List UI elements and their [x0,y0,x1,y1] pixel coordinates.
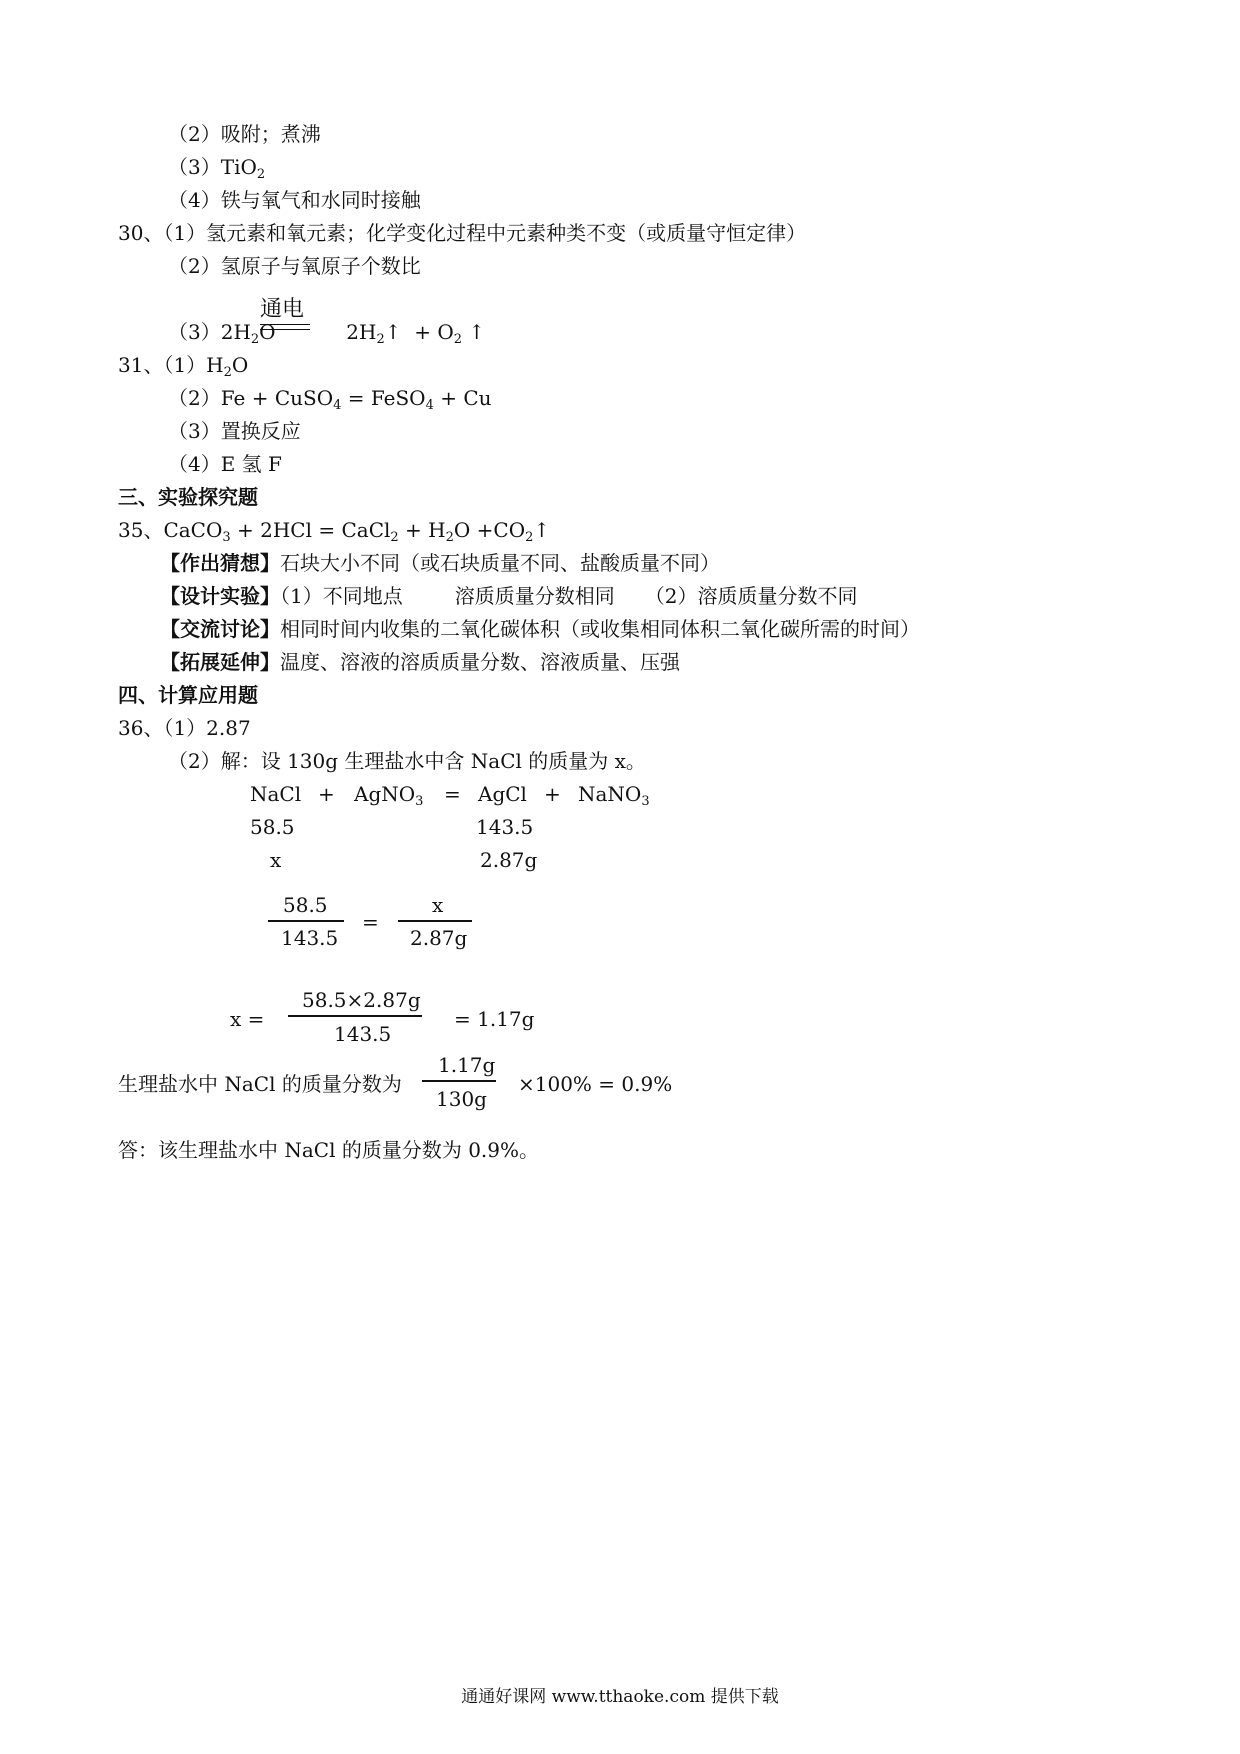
q36-product-agcl: AgCl [478,782,527,806]
q31-part3: （3）置换反应 [168,419,301,443]
q36-molar-mass-nacl: 58.5 [250,815,295,839]
q29-part3: （3）TiO$_2$ [168,155,266,182]
q29-part2: （2）吸附；煮沸 [168,122,321,146]
q35-equation: 35、CaCO$_3$ + 2HCl = CaCl$_2$ + $H_2O$ $+CO_2↑$ [118,518,551,545]
q30-reaction-condition: 通电 [260,297,305,322]
q35-design: 【设计实验】（1）不同地点 溶质质量分数相同 （2）溶质质量分数不同 [160,584,858,608]
q36-part2-setup: （2）解：设 130g 生理盐水中含 NaCl 的质量为 x。 [168,749,646,773]
q36-fraction-equals: = [362,910,379,934]
q36-x-numerator: 58.5×2.87g [302,988,421,1012]
q31-part2: （2）Fe + CuSO$_4$ = FeSO$_4$ + Cu [168,386,492,413]
q36-known-mass: 2.87g [480,848,538,872]
q36-part1: 36、（1）2.87 [118,716,251,740]
q36-fraction1-denominator: 143.5 [281,926,339,950]
q29-part4: （4）铁与氧气和水同时接触 [168,188,421,212]
q36-x-label: x = [230,1007,265,1031]
q35-discussion: 【交流讨论】相同时间内收集的二氧化碳体积（或收集相同体积二氧化碳所需的时间） [160,617,920,641]
q36-plus-1: + [318,782,335,806]
q36-x-denominator: 143.5 [334,1022,392,1046]
q36-reactant-nacl: NaCl [250,782,302,806]
q36-molar-mass-agcl: 143.5 [476,815,534,839]
q30-part1: 30、（1）氢元素和氧元素；化学变化过程中元素种类不变（或质量守恒定律） [118,221,807,245]
q36-percent-numerator: 1.17g [438,1053,496,1077]
q36-reactant-agno3: AgNO$_3$ [354,782,424,809]
q36-fraction1-bar [268,920,344,922]
section3-heading: 三、实验探究题 [118,485,258,509]
q36-unknown-x: x [270,848,282,872]
q36-answer: 答：该生理盐水中 NaCl 的质量分数为 0.9%。 [118,1138,540,1162]
q36-percent-fraction-bar [422,1080,496,1082]
q31-part1: 31、$(1)H_2O$ [118,353,249,380]
q36-percent-label: 生理盐水中 NaCl 的质量分数为 [118,1072,402,1096]
q36-percent-denominator: 130g [436,1087,487,1111]
q35-extension: 【拓展延伸】温度、溶液的溶质质量分数、溶液质量、压强 [160,650,680,674]
q36-product-nano3: NaNO$_3$ [578,782,650,809]
q36-fraction2-denominator: 2.87g [410,926,468,950]
q31-part4: （4）E 氢 F [168,452,282,476]
q35-hypothesis: 【作出猜想】石块大小不同（或石块质量不同、盐酸质量不同） [160,551,720,575]
q36-percent-result: ×100% = 0.9% [518,1072,673,1096]
q30-part3-equation: $(3)2H_2O$ $2H_2↑ + O_2$ ↑ [168,320,486,347]
q36-plus-2: + [544,782,561,806]
q36-fraction1-numerator: 58.5 [283,893,328,917]
q36-x-fraction-bar [288,1015,422,1017]
q36-x-result: = 1.17g [454,1007,535,1031]
q36-fraction2-numerator: x [432,893,444,917]
q30-part2: （2）氢原子与氧原子个数比 [168,254,421,278]
q36-fraction2-bar [398,920,472,922]
section4-heading: 四、计算应用题 [118,683,258,707]
q36-equals: = [444,782,461,806]
page-footer: 通通好课网 www.tthaoke.com 提供下载 [461,1687,779,1707]
